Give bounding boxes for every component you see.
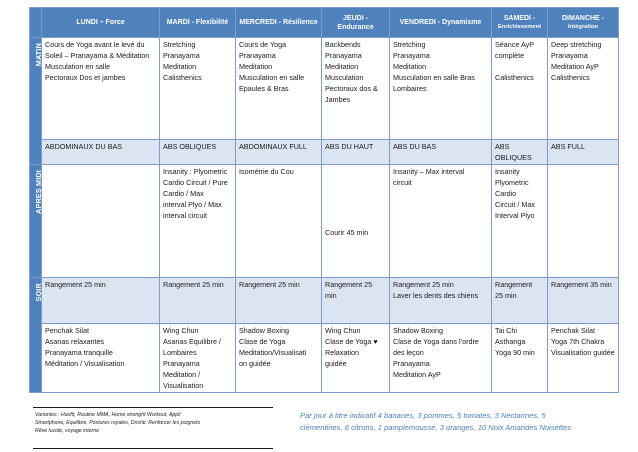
period-apres-midi: APRES MIDI bbox=[30, 165, 42, 278]
matin-mardi: Stretching Pranayama Meditation Calisthenics bbox=[160, 38, 236, 140]
header-corner bbox=[30, 8, 42, 38]
apres-midi-samedi: Insanity Plyometric Cardio Circuit / Max Interval Plyo bbox=[492, 165, 548, 278]
soir-rangement-lundi: Rangement 25 min bbox=[42, 278, 160, 324]
matin-jeudi: Backbends Pranayama Meditation Musculation Pectoraux dos & Jambes bbox=[322, 38, 390, 140]
soir-main-row bbox=[30, 324, 619, 393]
matin-main-row bbox=[30, 38, 619, 140]
apres-midi-vendredi: Insanity – Max interval circuit bbox=[390, 165, 492, 278]
period-soir: SOIR bbox=[30, 278, 42, 393]
matin-abs-row bbox=[30, 140, 619, 165]
soir-vendredi: Shadow Boxing Clase de Yoga dans l’ordre des leçon Pranayama Meditation AyP bbox=[390, 324, 492, 393]
header-lundi: LUNDI – Force bbox=[42, 8, 160, 38]
abs-mercredi: ABDOMINAUX FULL bbox=[236, 140, 322, 165]
abs-jeudi: ABS DU HAUT bbox=[322, 140, 390, 165]
soir-rangement-mercredi: Rangement 25 min bbox=[236, 278, 322, 324]
matin-lundi: Cours de Yoga avant le levé du Soleil – Pranayama & Méditation Musculation en salle Pectoraux Dos et jambes bbox=[42, 38, 160, 140]
soir-rangement-dimanche: Rangement 35 min bbox=[548, 278, 619, 324]
apres-midi-mardi: Insanity : Plyometric Cardio Circuit / Pure Cardio / Max interval Plyo / Max interval circuit bbox=[160, 165, 236, 278]
apres-midi-dimanche bbox=[548, 165, 619, 278]
soir-rangement-jeudi: Rangement 25 min bbox=[322, 278, 390, 324]
header-dimanche: DIMANCHE - Intégration bbox=[548, 8, 619, 38]
matin-dimanche: Deep stretching Pranayama Meditation AyP Calisthenics bbox=[548, 38, 619, 140]
soir-mercredi: Shadow Boxing Clase de Yoga Meditation/Visualisati on guidée bbox=[236, 324, 322, 393]
soir-rangement-mardi: Rangement 25 min bbox=[160, 278, 236, 324]
apres-midi-lundi bbox=[42, 165, 160, 278]
soir-mardi: Wing Chun Asanas Equilibre / Lombaires Pranayama Meditation / Visualisation bbox=[160, 324, 236, 393]
header-vendredi: VENDREDI - Dynamisme bbox=[390, 8, 492, 38]
apres-midi-jeudi: Courir 45 min bbox=[322, 165, 390, 278]
abs-dimanche: ABS FULL bbox=[548, 140, 619, 165]
daily-fruit-note: Par jour à titre indicatif 4 bananes, 3 pommes, 5 tomates, 3 Nectarines, 5 clémentines, 6 citrons, 1 pamplemousse, 3 oranges, 10 Noix Amandes Noisettes bbox=[300, 411, 572, 432]
header-samedi: SAMEDI - Enrichissement bbox=[492, 8, 548, 38]
soir-rangement-vendredi: Rangement 25 min Laver les dents des chiens bbox=[390, 278, 492, 324]
variants-notes: Variantes : Hasfit, Routine MMA, Home strenght Workout, Appli Smartphone, Equilibre, Postures royales, Drishti. Renforcer les poignets Rêve lucide, voyage interne bbox=[33, 407, 273, 449]
matin-mercredi: Cours de Yoga Pranayama Meditation Musculation en salle Epaules & Bras bbox=[236, 38, 322, 140]
soir-rangement-samedi: Rangement 25 min bbox=[492, 278, 548, 324]
soir-jeudi: Wing Chun Clase de Yoga ♥ Relaxation guidée bbox=[322, 324, 390, 393]
header-row bbox=[30, 8, 619, 38]
abs-mardi: ABS OBLIQUES bbox=[160, 140, 236, 165]
soir-dimanche: Penchak Silat Yoga 7th Chakra Visualisation guidée bbox=[548, 324, 619, 393]
abs-samedi: ABS OBLIQUES bbox=[492, 140, 548, 165]
soir-rangement-row bbox=[30, 278, 619, 324]
header-mardi: MARDI - Flexibilité bbox=[160, 8, 236, 38]
soir-lundi: Penchak Silat Asanas relaxantes Pranayama tranquille Méditation / Visualisation bbox=[42, 324, 160, 393]
period-matin: MATIN bbox=[30, 38, 42, 165]
abs-vendredi: ABS DU BAS bbox=[390, 140, 492, 165]
header-mercredi: MERCREDI - Résilience bbox=[236, 8, 322, 38]
header-jeudi: JEUDI - Endurance bbox=[322, 8, 390, 38]
abs-lundi: ABDOMINAUX DU BAS bbox=[42, 140, 160, 165]
apres-midi-mercredi: Isométrie du Cou bbox=[236, 165, 322, 278]
soir-samedi: Tai Chi Asthanga Yoga 90 min bbox=[492, 324, 548, 393]
matin-vendredi: Stretching Pranayama Meditation Musculation en salle Bras Lombaires bbox=[390, 38, 492, 140]
apres-midi-row bbox=[30, 165, 619, 278]
matin-samedi: Séance AyP complète Calisthenics bbox=[492, 38, 548, 140]
weekly-schedule-table bbox=[29, 7, 619, 393]
